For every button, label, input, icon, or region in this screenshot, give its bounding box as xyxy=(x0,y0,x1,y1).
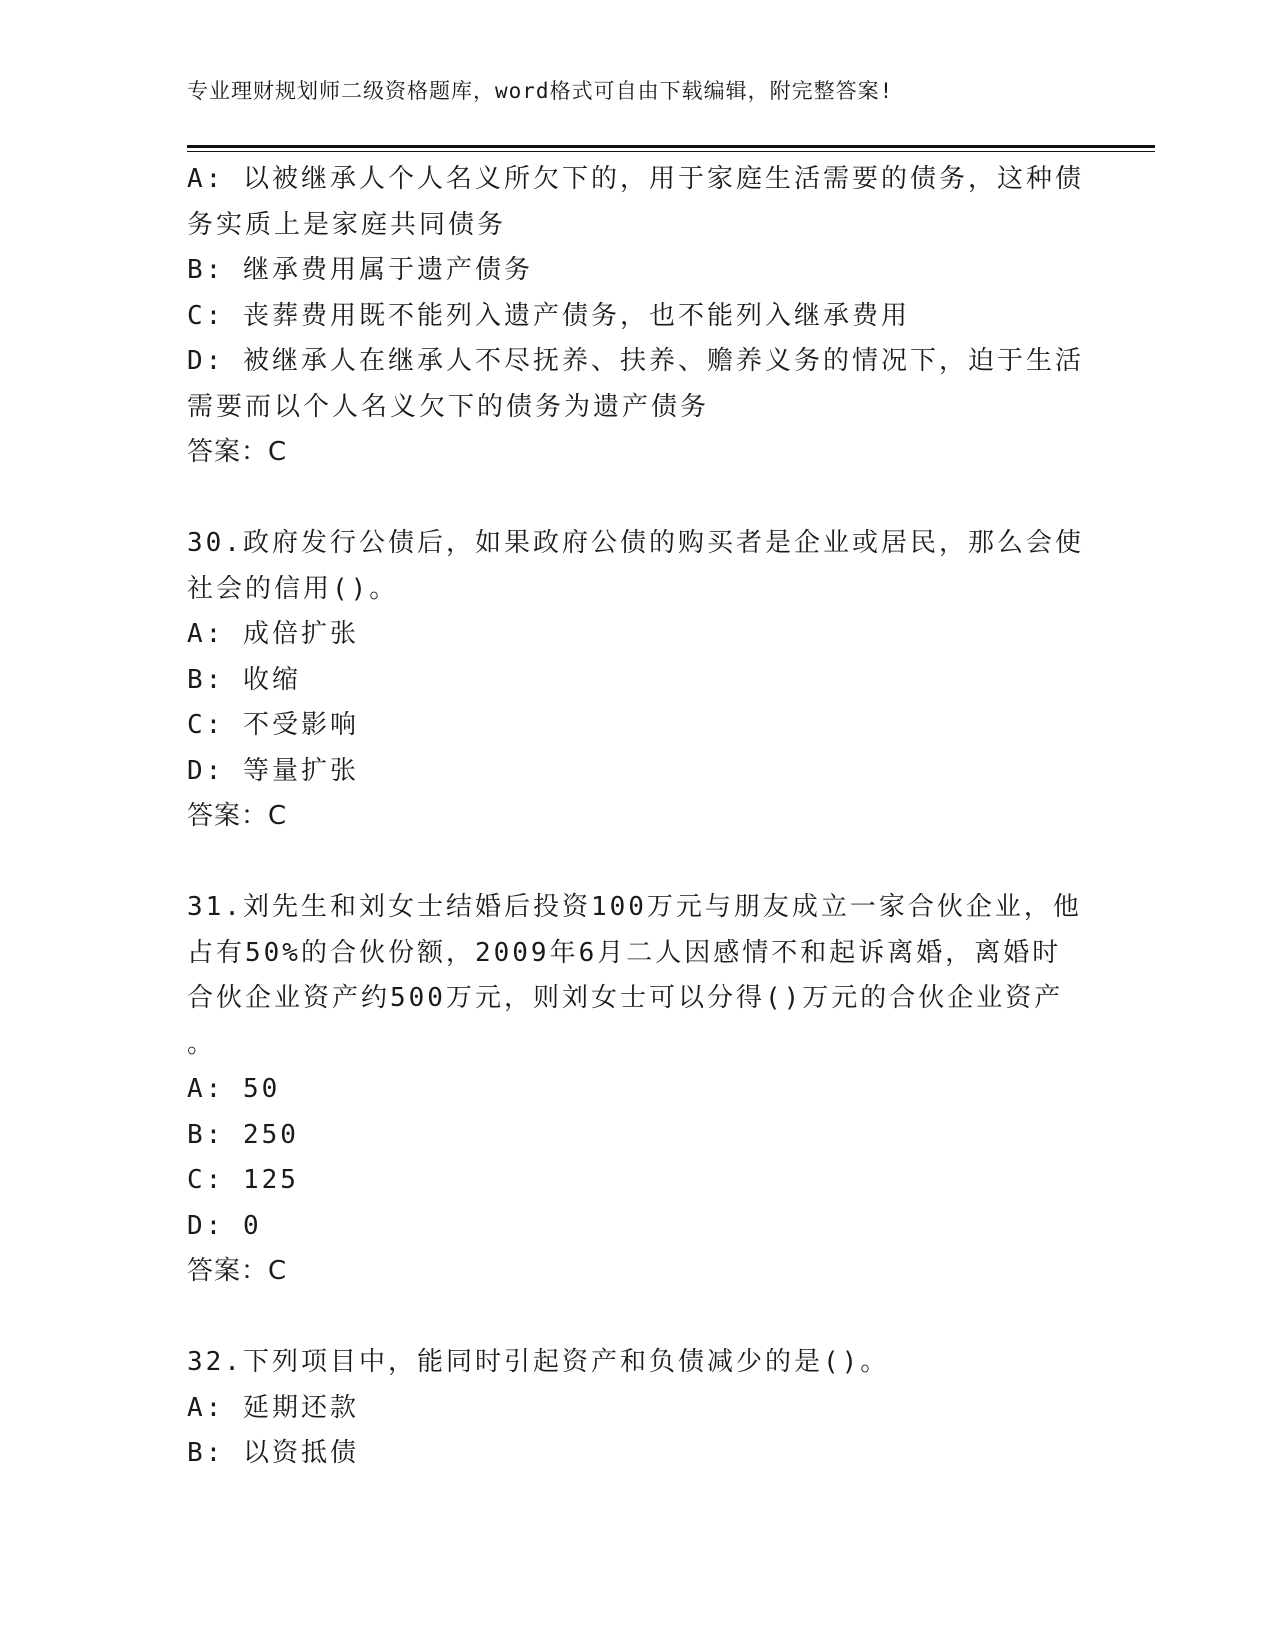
page-header: 专业理财规划师二级资格题库，word格式可自由下载编辑，附完整答案! xyxy=(187,79,894,103)
question-content xyxy=(187,157,1087,1477)
q32-stem-line1: 32.下列项目中，能同时引起资产和负债减少的是()。 xyxy=(187,1347,890,1377)
q31-option-a: A: 50 xyxy=(187,1074,281,1104)
q30-option-a: A: 成倍扩张 xyxy=(187,619,359,649)
q31-stem-line4: 。 xyxy=(187,1028,217,1059)
q29-option-a-line2: 务实质上是家庭共同债务 xyxy=(187,209,507,240)
q30-option-c: C: 不受影响 xyxy=(187,710,359,740)
q31-stem-line3: 合伙企业资产约500万元，则刘女士可以分得()万元的合伙企业资产 xyxy=(187,983,1064,1013)
spacer xyxy=(187,1295,1087,1341)
q29-option-d-line2: 需要而以个人名义欠下的债务为遗产债务 xyxy=(187,391,710,422)
q31-option-c: C: 125 xyxy=(187,1165,299,1195)
q29-answer: 答案：C xyxy=(187,437,288,467)
q31-option-b: B: 250 xyxy=(187,1119,299,1150)
q29-option-a-line1: A: 以被继承人个人名义所欠下的，用于家庭生活需要的债务，这种债 xyxy=(187,164,1084,194)
q31-answer: 答案：C xyxy=(187,1256,288,1286)
spacer xyxy=(187,840,1087,886)
header-divider-thin xyxy=(187,151,1155,152)
q30-option-b: B: 收缩 xyxy=(187,664,301,695)
q30-stem-line2: 社会的信用()。 xyxy=(187,573,399,604)
q31-option-d: D: 0 xyxy=(187,1210,262,1241)
q29-option-b: B: 继承费用属于遗产债务 xyxy=(187,255,533,285)
q30-option-d: D: 等量扩张 xyxy=(187,755,359,786)
q29-option-d-line1: D: 被继承人在继承人不尽抚养、扶养、赡养义务的情况下，迫于生活 xyxy=(187,346,1084,376)
q29-option-c: C: 丧葬费用既不能列入遗产债务，也不能列入继承费用 xyxy=(187,300,910,331)
q31-stem-line2: 占有50%的合伙份额，2009年6月二人因感情不和起诉离婚，离婚时 xyxy=(187,937,1062,968)
q32-option-a: A: 延期还款 xyxy=(187,1392,359,1423)
q30-stem-line1: 30.政府发行公债后，如果政府公债的购买者是企业或居民，那么会使 xyxy=(187,528,1084,558)
header-divider-thick xyxy=(187,145,1155,148)
spacer xyxy=(187,476,1087,522)
q31-stem-line1: 31.刘先生和刘女士结婚后投资100万元与朋友成立一家合伙企业，他 xyxy=(187,892,1082,922)
q32-option-b: B: 以资抵债 xyxy=(187,1438,359,1468)
q30-answer: 答案：C xyxy=(187,801,288,831)
